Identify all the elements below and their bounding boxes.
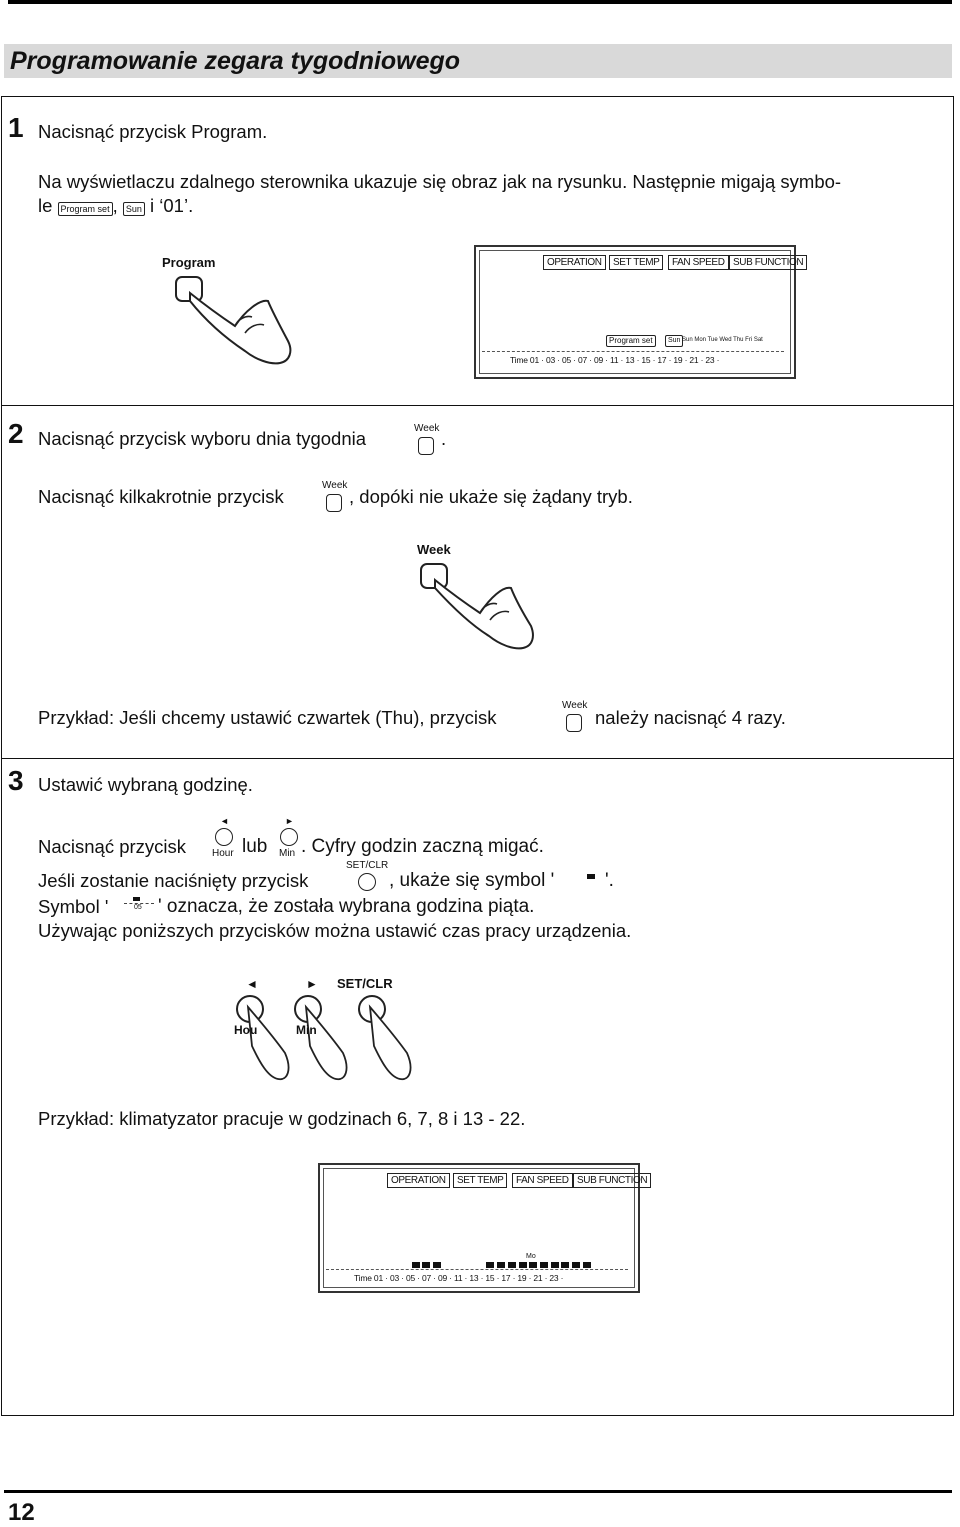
day-marker: Mo [526,1253,536,1260]
program-set-tag: Program set [58,202,113,216]
display-tab-operation: OPERATION [387,1173,450,1188]
divider-step3 [1,758,954,759]
text-fragment: , [112,195,118,216]
square-button-icon [566,714,582,732]
step-number: 3 [8,765,24,796]
week-press-illustration [415,542,545,652]
text-fragment: '. [605,870,614,891]
display-tab-set-temp: SET TEMP [453,1173,507,1188]
step3-line4: Symbol ' [38,896,109,917]
sun-indicator: Sun [665,335,683,347]
text-fragment: lub [242,836,268,857]
display-tab-fan-speed: FAN SPEED [668,255,729,270]
step2-line1-end: . [441,428,447,449]
round-button-icon [358,873,376,891]
operation-hours-bars [320,1262,638,1268]
right-arrow-icon: ► [306,977,318,991]
hour-block [412,1262,420,1268]
hour-block [572,1262,580,1268]
hour-illustration-label: Hou [234,1023,258,1037]
remote-display-1 [474,245,804,379]
step-number: 2 [8,418,24,449]
setclr-illustration-label: SET/CLR [337,976,393,991]
square-button-icon [418,437,434,455]
step3-line3: Jeśli zostanie naciśnięty przycisk [38,870,309,891]
hand-pressing-icon [415,558,545,653]
week-illustration-label: Week [417,542,451,557]
week-button-icon [322,480,350,514]
hour-block [508,1262,516,1268]
hour-button-icon [211,816,237,860]
step3-line1: Ustawić wybraną godzinę. [38,774,253,795]
text-fragment: . Cyfry godzin zaczną migać. [301,836,544,857]
step2-line2-end: , dopóki nie ukaże się żądany tryb. [349,486,633,507]
text-fragment: le [38,195,53,216]
weekday-row: Sun Mon Tue Wed Thu Fri Sat [682,337,763,343]
symbol-hour: 05 [134,904,142,911]
week-label: Week [562,700,588,711]
remote-display-2 [318,1163,648,1293]
hour-block [422,1262,430,1268]
dash-symbol-icon [587,874,595,879]
step1-line2: Na wyświetlaczu zdalnego sterownika ukazuje się obraz jak na rysunku. Następnie migają symbo- [38,171,842,192]
left-arrow-icon: ◄ [246,977,258,991]
step2-example-end: należy nacisnąć 4 razy. [595,707,786,728]
text-fragment: ' oznacza, że została wybrana godzina piąta. [158,896,535,917]
week-label: Week [414,423,440,434]
sun-tag: Sun [123,202,145,216]
text-fragment: , ukaże się symbol ' [389,870,555,891]
program-label: Program [162,255,216,270]
hour-block [551,1262,559,1268]
hour-block [519,1262,527,1268]
step1-line1: Nacisnąć przycisk Program. [38,121,268,142]
step2-example: Przykład: Jeśli chcemy ustawić czwartek (Thu), przycisk [38,707,497,728]
square-button-icon [326,494,342,512]
time-row: Time 01 · 03 · 05 · 07 · 09 · 11 · 13 · 15 · 17 · 19 · 21 · 23 · [354,1273,564,1283]
divider-step2 [1,405,954,406]
hour-block [529,1262,537,1268]
hour-block [561,1262,569,1268]
step-number: 1 [8,112,24,143]
setclr-button-icon [346,860,392,894]
time-row: Time 01 · 03 · 05 · 07 · 09 · 11 · 13 · 15 · 17 · 19 · 21 · 23 · [510,355,720,365]
right-arrow-icon: ► [285,816,294,826]
display-tab-sub-function: SUB FUNCTION [729,255,807,270]
dash-mark [133,897,140,901]
timeline-rule [326,1269,628,1270]
hour-block [540,1262,548,1268]
display-tab-sub-function: SUB FUNCTION [573,1173,651,1188]
hour-min-setclr-illustration [230,975,440,1085]
display-tab-set-temp: SET TEMP [609,255,663,270]
program-press-illustration [160,253,310,373]
hour-label: Hour [212,848,234,859]
round-button-icon [215,828,233,846]
round-button-icon [280,828,298,846]
setclr-label: SET/CLR [346,860,389,871]
page-number: 12 [8,1499,35,1526]
step3-line5: Używając poniższych przycisków można ustawić czas pracy urządzenia. [38,920,632,941]
display-tab-operation: OPERATION [543,255,606,270]
hand-pressing-icon [160,271,310,386]
hour-block [433,1262,441,1268]
min-button-icon [276,816,302,860]
timeline-rule [482,351,784,352]
page-title: Programowanie zegara tygodniowego [10,47,461,75]
display-tab-fan-speed: FAN SPEED [512,1173,573,1188]
min-label: Min [279,848,296,859]
week-button-icon [414,423,442,457]
program-set-indicator: Program set [606,335,656,347]
text-fragment: i ‘01’. [150,195,194,216]
step2-line2: Nacisnąć kilkakrotnie przycisk [38,486,284,507]
min-illustration-label: Min [296,1023,317,1037]
step3-line2: Nacisnąć przycisk [38,836,187,857]
left-arrow-icon: ◄ [220,816,229,826]
hour-05-symbol-icon [124,895,156,915]
step1-line3 [38,195,193,217]
hour-block [583,1262,591,1268]
three-hands-pressing-icon [230,991,440,1086]
hour-block [497,1262,505,1268]
footer-rule [4,1490,952,1493]
hour-block [486,1262,494,1268]
step3-example: Przykład: klimatyzator pracuje w godzinach 6, 7, 8 i 13 - 22. [38,1108,526,1129]
top-rule [8,0,952,4]
week-button-icon [562,700,590,734]
step2-line1: Nacisnąć przycisk wyboru dnia tygodnia [38,428,367,449]
week-label: Week [322,480,348,491]
